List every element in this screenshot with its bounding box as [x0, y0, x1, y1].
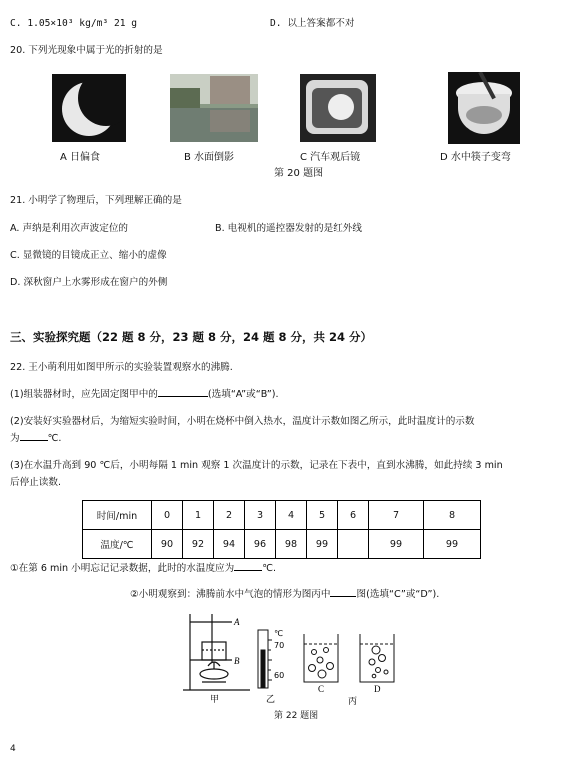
table-row-head: 温度/℃	[83, 530, 152, 559]
table-cell: 98	[276, 530, 307, 559]
q22-part3-line2: 后停止读数.	[10, 477, 62, 488]
answer-blank[interactable]	[20, 440, 48, 441]
thermometer	[258, 630, 272, 688]
table-cell[interactable]	[338, 530, 369, 559]
photo-water-reflection	[170, 74, 258, 142]
label-jia: 甲	[210, 695, 220, 705]
table-row	[83, 501, 481, 530]
table-cell: 6	[338, 501, 369, 530]
data-table	[82, 500, 481, 559]
therm-60: 60	[274, 671, 285, 680]
section-heading: 三、实验探究题（22 题 8 分，23 题 8 分，24 题 8 分，共 24 分）	[10, 330, 373, 344]
q21-option-b: B. 电视机的遥控器发射的是红外线	[215, 223, 362, 234]
q20-option-d: D 水中筷子变弯	[440, 152, 511, 163]
photo-car-mirror	[300, 74, 376, 142]
table-cell: 1	[183, 501, 214, 530]
table-cell: 90	[152, 530, 183, 559]
q22-sub2: ②小明观察到：沸腾前水中气泡的情形为图丙中 图(选填“C”或“D”).	[130, 589, 440, 600]
photo-partial-eclipse	[52, 74, 126, 142]
q20-stem: 20. 下列光现象中属于光的折射的是	[10, 45, 163, 56]
label-b: B	[234, 656, 240, 666]
table-cell: 2	[214, 501, 245, 530]
table-cell: 7	[369, 501, 424, 530]
q22-part2-line1: (2)安装好实验器材后，为缩短实验时间，小明在烧杯中倒入热水，温度计示数如图乙所示，此时温度计的示数	[10, 416, 475, 427]
table-cell: 3	[245, 501, 276, 530]
q20-figure-caption: 第 20 题图	[274, 168, 324, 179]
table-cell: 94	[214, 530, 245, 559]
q22-figure-caption: 第 22 题图	[274, 711, 319, 721]
q21-option-d: D. 深秋窗户上水雾形成在窗户的外侧	[10, 277, 168, 288]
label-a: A	[234, 617, 240, 627]
q20-option-a: A 日偏食	[60, 152, 101, 163]
photo-chopstick-in-water	[448, 72, 520, 144]
table-cell: 99	[424, 530, 481, 559]
page-number: 4	[10, 744, 16, 754]
beaker-c	[304, 634, 338, 682]
label-c: C	[318, 684, 325, 694]
q21-stem: 21. 小明学了物理后，下列理解正确的是	[10, 195, 182, 206]
option-d-prev: D. 以上答案都不对	[270, 18, 355, 29]
answer-blank[interactable]	[330, 596, 356, 597]
answer-blank[interactable]	[234, 570, 262, 571]
q20-option-b: B 水面倒影	[184, 152, 235, 163]
apparatus-stand	[183, 614, 250, 690]
therm-70: 70	[274, 641, 285, 650]
figure-22	[180, 606, 420, 708]
q22-part3-line1: (3)在水温升高到 90 ℃后，小明每隔 1 min 观察 1 次温度计的示数，记录在下表中，直到水沸腾，如此持续 3 min	[10, 460, 503, 471]
table-cell: 99	[307, 530, 338, 559]
table-cell: 99	[369, 530, 424, 559]
table-cell: 0	[152, 501, 183, 530]
therm-unit: ℃	[274, 629, 283, 638]
table-row	[83, 530, 481, 559]
q22-part2-line2: 为 ℃.	[10, 433, 62, 444]
q22-stem: 22. 王小萌利用如图甲所示的实验装置观察水的沸腾.	[10, 362, 233, 373]
label-yi: 乙	[266, 695, 276, 705]
beaker-d	[360, 634, 394, 682]
table-cell: 8	[424, 501, 481, 530]
table-row-head: 时间/min	[83, 501, 152, 530]
q21-option-a: A. 声纳是利用次声波定位的	[10, 223, 129, 234]
table-cell: 4	[276, 501, 307, 530]
q21-option-c: C. 显微镜的目镜成正立、缩小的虚像	[10, 250, 167, 261]
table-cell: 92	[183, 530, 214, 559]
q22-part1: (1)组装器材时，应先固定图甲中的 (选填“A”或“B”).	[10, 389, 279, 400]
table-cell: 96	[245, 530, 276, 559]
answer-blank[interactable]	[158, 396, 208, 397]
table-cell: 5	[307, 501, 338, 530]
option-c-prev: C. 1.05×10³ kg/m³ 21 g	[10, 18, 138, 29]
label-d: D	[374, 684, 381, 694]
q22-sub1: ①在第 6 min 小明忘记记录数据，此时的水温度应为 ℃.	[10, 563, 277, 574]
q20-option-c: C 汽车观后镜	[300, 152, 361, 163]
label-bing: 丙	[348, 697, 358, 707]
